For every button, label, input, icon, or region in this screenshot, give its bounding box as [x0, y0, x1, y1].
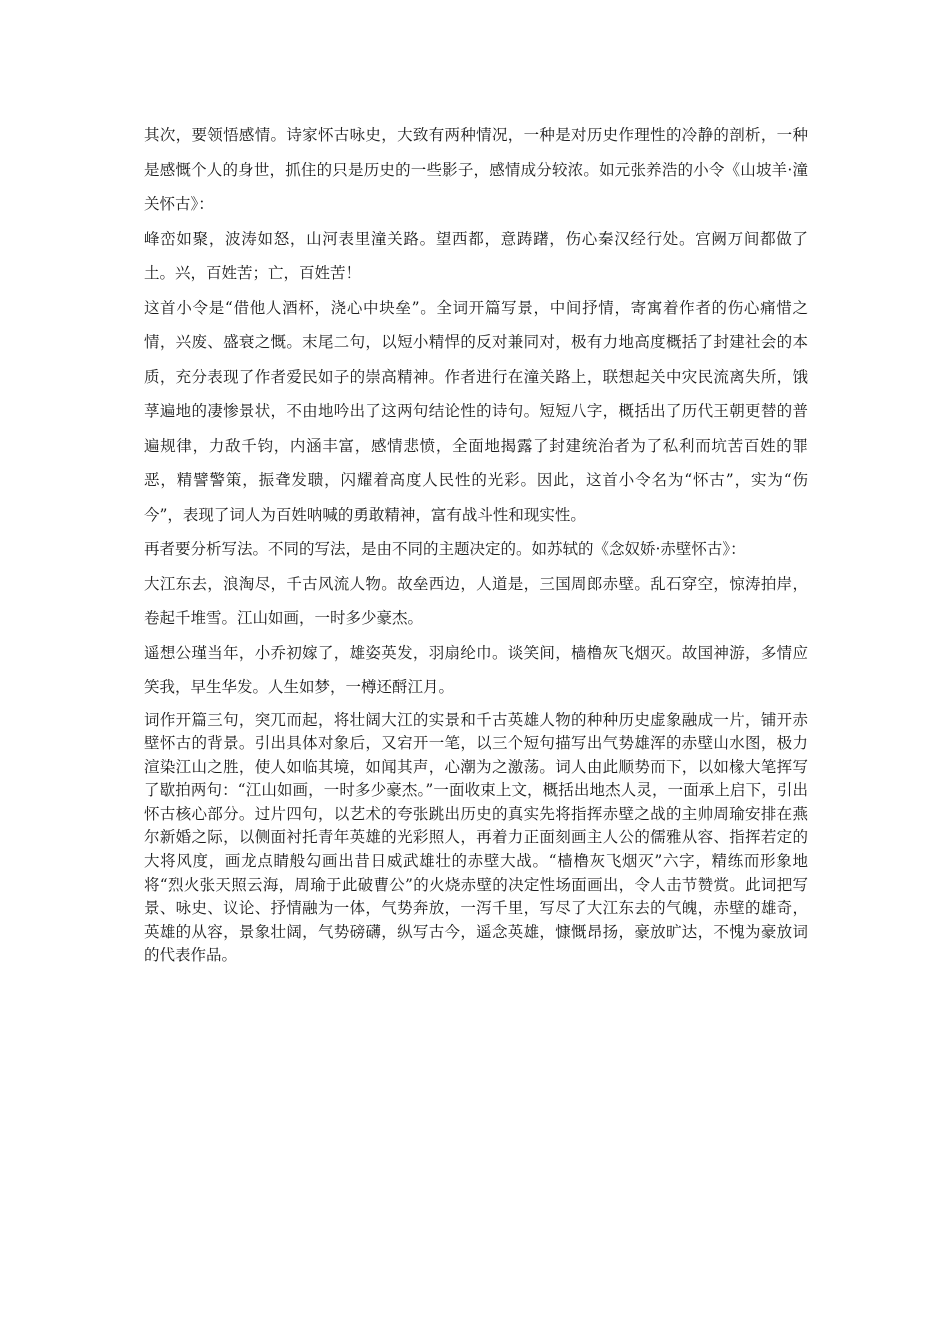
paragraph-tongguan-analysis: 这首小令是“借他人酒杯，浇心中块垒”。全词开篇写景，中间抒情，寄寓着作者的伤心痛惜之情，兴废、盛衰之慨。末尾二句，以短小精悍的反对兼同对，极有力地高度概括了封建社会的本质，充分表现了作者爱民如子的崇高精神。作者进行在潼关路上，联想起关中灾民流离失所，饿莩遍地的凄惨景状，不由地吟出了这两句结论性的诗句。短短八字，概括出了历代王朝更替的普遍规律，力敌千钧，内涵丰富，感情悲愤，全面地揭露了封建统治者为了私利而坑苦百姓的罪恶，精譬警策，振聋发聩，闪耀着高度人民性的光彩。因此，这首小令名为“怀古”，实为“伤今”，表现了词人为百姓呐喊的勇敢精神，富有战斗性和现实性。	[144, 298, 808, 524]
paragraph-emotion-intro: 其次，要领悟感情。诗家怀古咏史，大致有两种情况，一种是对历史作理性的冷静的剖析，一种是感慨个人的身世，抓住的只是历史的一些影子，感情成分较浓。如元张养浩的小令《山坡羊·潼关怀古》：	[144, 126, 808, 213]
document-page	[144, 118, 808, 968]
paragraph-writing-intro: 再者要分析写法。不同的写法，是由不同的主题决定的。如苏轼的《念奴娇·赤壁怀古》：	[144, 540, 746, 558]
paragraph-chibi-analysis: 词作开篇三句，突兀而起，将壮阔大江的实景和千古英雄人物的种种历史虚象融成一片，铺开赤壁怀古的背景。引出具体对象后，又宕开一笔，以三个短句描写出气势雄浑的赤壁山水图，极力渲染江山之胜，使人如临其境，如闻其声，心潮为之激荡。词人由此顺势而下，以如椽大笔挥写了歇拍两句：“江山如画，一时多少豪杰。”一面收束上文，概括出地杰人灵，一面承上启下，引出怀古核心部分。过片四句，以艺术的夸张跳出历史的真实先将指挥赤壁之战的主帅周瑜安排在燕尔新婚之际，以侧面衬托青年英雄的光彩照人，再着力正面刻画主人公的儒雅从容、指挥若定的大将风度，画龙点睛般勾画出昔日威武雄壮的赤壁大战。“樯橹灰飞烟灭”六字，精练而形象地将“烈火张天照云海，周瑜于此破曹公”的火烧赤壁的决定性场面画出，令人击节赞赏。此词把写景、咏史、议论、抒情融为一体，气势奔放，一泻千里，写尽了大江东去的气魄，赤壁的雄奇，英雄的从容，景象壮阔，气势磅礴，纵写古今，遥念英雄，慷慨昂扬，豪放旷达，不愧为豪放词的代表作品。	[144, 710, 808, 965]
paragraph-chibi-poem-part1: 大江东去，浪淘尽，千古风流人物。故垒西边，人道是，三国周郎赤壁。乱石穿空，惊涛拍岸，卷起千堆雪。江山如画，一时多少豪杰。	[144, 574, 808, 627]
paragraph-chibi-poem-part2: 遥想公瑾当年，小乔初嫁了，雄姿英发，羽扇纶巾。谈笑间，樯橹灰飞烟灭。故国神游，多情应笑我，早生华发。人生如梦，一樽还酹江月。	[144, 643, 808, 696]
paragraph-tongguan-poem: 峰峦如聚，波涛如怒，山河表里潼关路。望西都，意踌躇，伤心秦汉经行处。宫阙万间都做了土。兴，百姓苦；亡，百姓苦！	[144, 229, 808, 282]
